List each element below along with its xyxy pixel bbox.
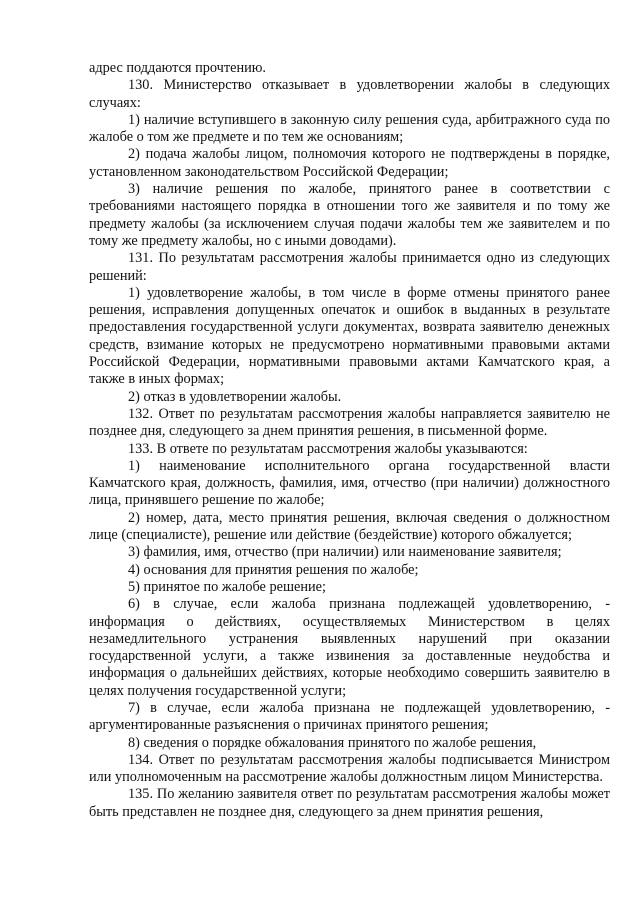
paragraph-135: 135. По желанию заявителя ответ по результатам рассмотрения жалобы может быть представлен не позднее дня, следующего за днем принятия решения, <box>89 786 610 820</box>
paragraph-131-item-2: 2) отказ в удовлетворении жалобы. <box>128 388 342 405</box>
paragraph-133-item-3: 3) фамилия, имя, отчество (при наличии) или наименование заявителя; <box>128 544 562 561</box>
paragraph-133-item-4: 4) основания для принятия решения по жалобе; <box>128 561 419 578</box>
paragraph-133-item-8: 8) сведения о порядке обжалования принятого по жалобе решения, <box>128 734 537 751</box>
paragraph-132: 132. Ответ по результатам рассмотрения жалобы направляется заявителю не позднее дня, следующего за днем принятия решения, в письменной форме. <box>89 405 610 440</box>
paragraph-continuation: адрес поддаются прочтению. <box>89 60 267 76</box>
paragraph-133: 133. В ответе по результатам рассмотрения жалобы указываются: <box>128 440 528 457</box>
paragraph-133-item-5: 5) принятое по жалобе решение; <box>128 578 326 595</box>
paragraph-130-item-2: 2) подача жалобы лицом, полномочия которого не подтверждены в порядке, установленном законодательством Российской Федерации; <box>89 146 610 180</box>
paragraph-133-item-7: 7) в случае, если жалоба признана не подлежащей удовлетворению, - аргументированные разъяснения о причинах принятого решения; <box>89 699 610 734</box>
paragraph-134: 134. Ответ по результатам рассмотрения жалобы подписывается Министром или уполномоченным на рассмотрение жалобы должностным лицом Министерства. <box>89 751 610 786</box>
paragraph-133-item-1: 1) наименование исполнительного органа государственной власти Камчатского края, должность, фамилия, имя, отчество (при наличии) должностного лица, принявшего решение по жалобе; <box>89 457 610 509</box>
paragraph-131-item-1: 1) удовлетворение жалобы, в том числе в форме отмены принятого ранее решения, исправления допущенных опечаток и ошибок в выданных в результате предоставления государственной услуги документах, возврата заявителю денежных средств, взимание которых не предусмотрено нормативными правовыми актами Российской Федерации, нормативными правовыми актами Камчатского края, а также в иных формах; <box>89 284 610 388</box>
paragraph-131: 131. По результатам рассмотрения жалобы принимается одно из следующих решений: <box>89 250 610 284</box>
paragraph-130: 130. Министерство отказывает в удовлетворении жалобы в следующих случаях: <box>89 77 610 111</box>
paragraph-133-item-2: 2) номер, дата, место принятия решения, включая сведения о должностном лице (специалисте), решение или действие (бездействие) которого обжалуется; <box>89 509 610 544</box>
paragraph-130-item-1: 1) наличие вступившего в законную силу решения суда, арбитражного суда по жалобе о том же предмете и по тем же основаниям; <box>89 111 610 146</box>
document-page <box>89 60 610 821</box>
paragraph-133-item-6: 6) в случае, если жалоба признана подлежащей удовлетворению, - информация о действиях, осуществляемых Министерством в целях незамедлительного устранения выявленных нарушений при оказании государственной услуги, а также извинения за доставленные неудобства и информация о дальнейших действиях, которые необходимо совершить заявителю в целях получения государственной услуги; <box>89 596 610 699</box>
paragraph-130-item-3: 3) наличие решения по жалобе, принятого ранее в соответствии с требованиями настоящего порядка в отношении того же заявителя и по тому же предмету жалобы (за исключением случая подачи жалобы тем же заявителем и по тому же предмету жалобы, но с иными доводами). <box>89 181 610 249</box>
